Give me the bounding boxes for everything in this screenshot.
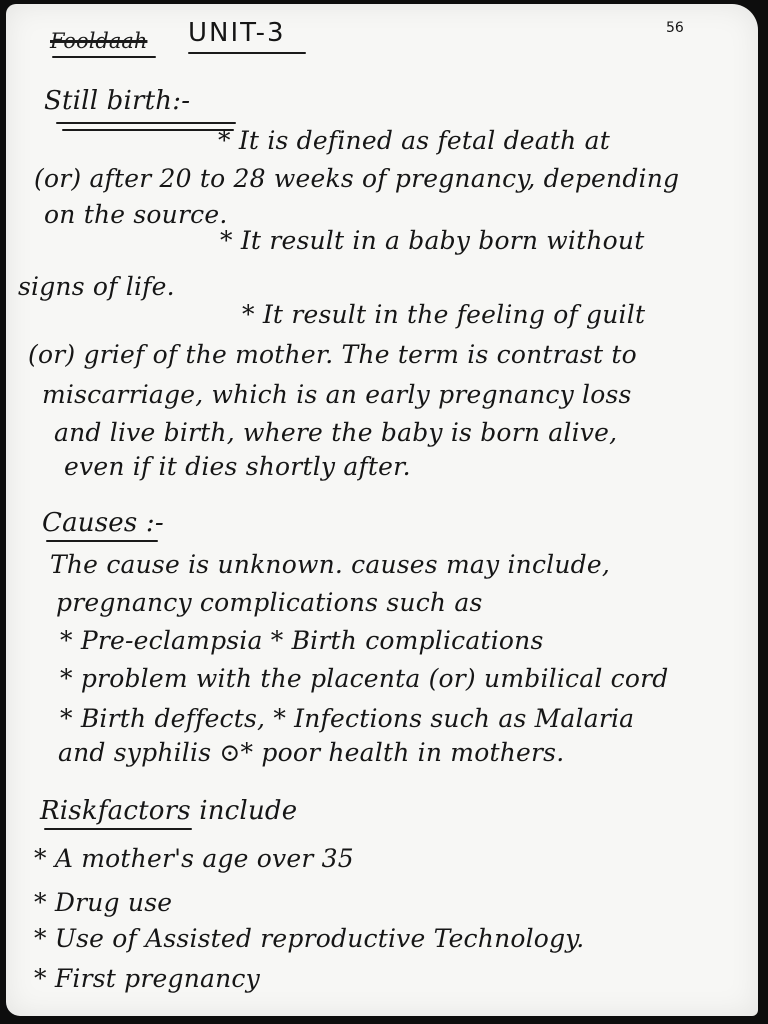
causes-line: The cause is unknown. causes may include,	[50, 550, 610, 579]
causes-line: * Pre-eclampsia * Birth complications	[60, 626, 544, 655]
causes-line: * problem with the placenta (or) umbilical cord	[60, 664, 669, 693]
causes-heading: Causes :-	[42, 508, 164, 538]
stillbirth-line: miscarriage, which is an early pregnancy loss	[42, 380, 632, 409]
stillbirth-line: * It result in a baby born without	[220, 226, 645, 255]
riskfactors-heading-underline	[44, 828, 192, 830]
stillbirth-heading-underline	[56, 122, 236, 124]
stillbirth-heading-underline-2	[62, 129, 234, 131]
title-underline	[188, 52, 306, 54]
corner-mark: 56	[666, 20, 684, 36]
riskfactors-heading: Riskfactors include	[40, 796, 298, 826]
riskfactors-line: * First pregnancy	[34, 964, 260, 993]
riskfactors-line: * A mother's age over 35	[34, 844, 354, 873]
stillbirth-line: (or) grief of the mother. The term is contrast to	[28, 340, 637, 369]
riskfactors-line: * Drug use	[34, 888, 173, 917]
stillbirth-line: on the source.	[44, 200, 228, 229]
causes-line: and syphilis ⊙* poor health in mothers.	[58, 738, 565, 767]
stillbirth-line: * It result in the feeling of guilt	[242, 300, 646, 329]
causes-line: * Birth deffects, * Infections such as Malaria	[60, 704, 635, 733]
struck-out-word: Fooldaah	[50, 29, 148, 53]
notebook-page	[6, 4, 758, 1016]
riskfactors-line: * Use of Assisted reproductive Technology.	[34, 924, 585, 953]
struck-underline	[52, 56, 156, 58]
causes-line: pregnancy complications such as	[56, 588, 483, 617]
causes-heading-underline	[46, 540, 158, 542]
stillbirth-line: (or) after 20 to 28 weeks of pregnancy, depending	[34, 164, 680, 193]
stillbirth-line: * It is defined as fetal death at	[218, 126, 610, 155]
stillbirth-line: and live birth, where the baby is born alive,	[54, 418, 618, 447]
stillbirth-heading: Still birth:-	[44, 86, 191, 116]
stillbirth-line: signs of life.	[18, 272, 175, 301]
stillbirth-line: even if it dies shortly after.	[64, 452, 411, 481]
page-title: UNIT-3	[188, 18, 286, 48]
